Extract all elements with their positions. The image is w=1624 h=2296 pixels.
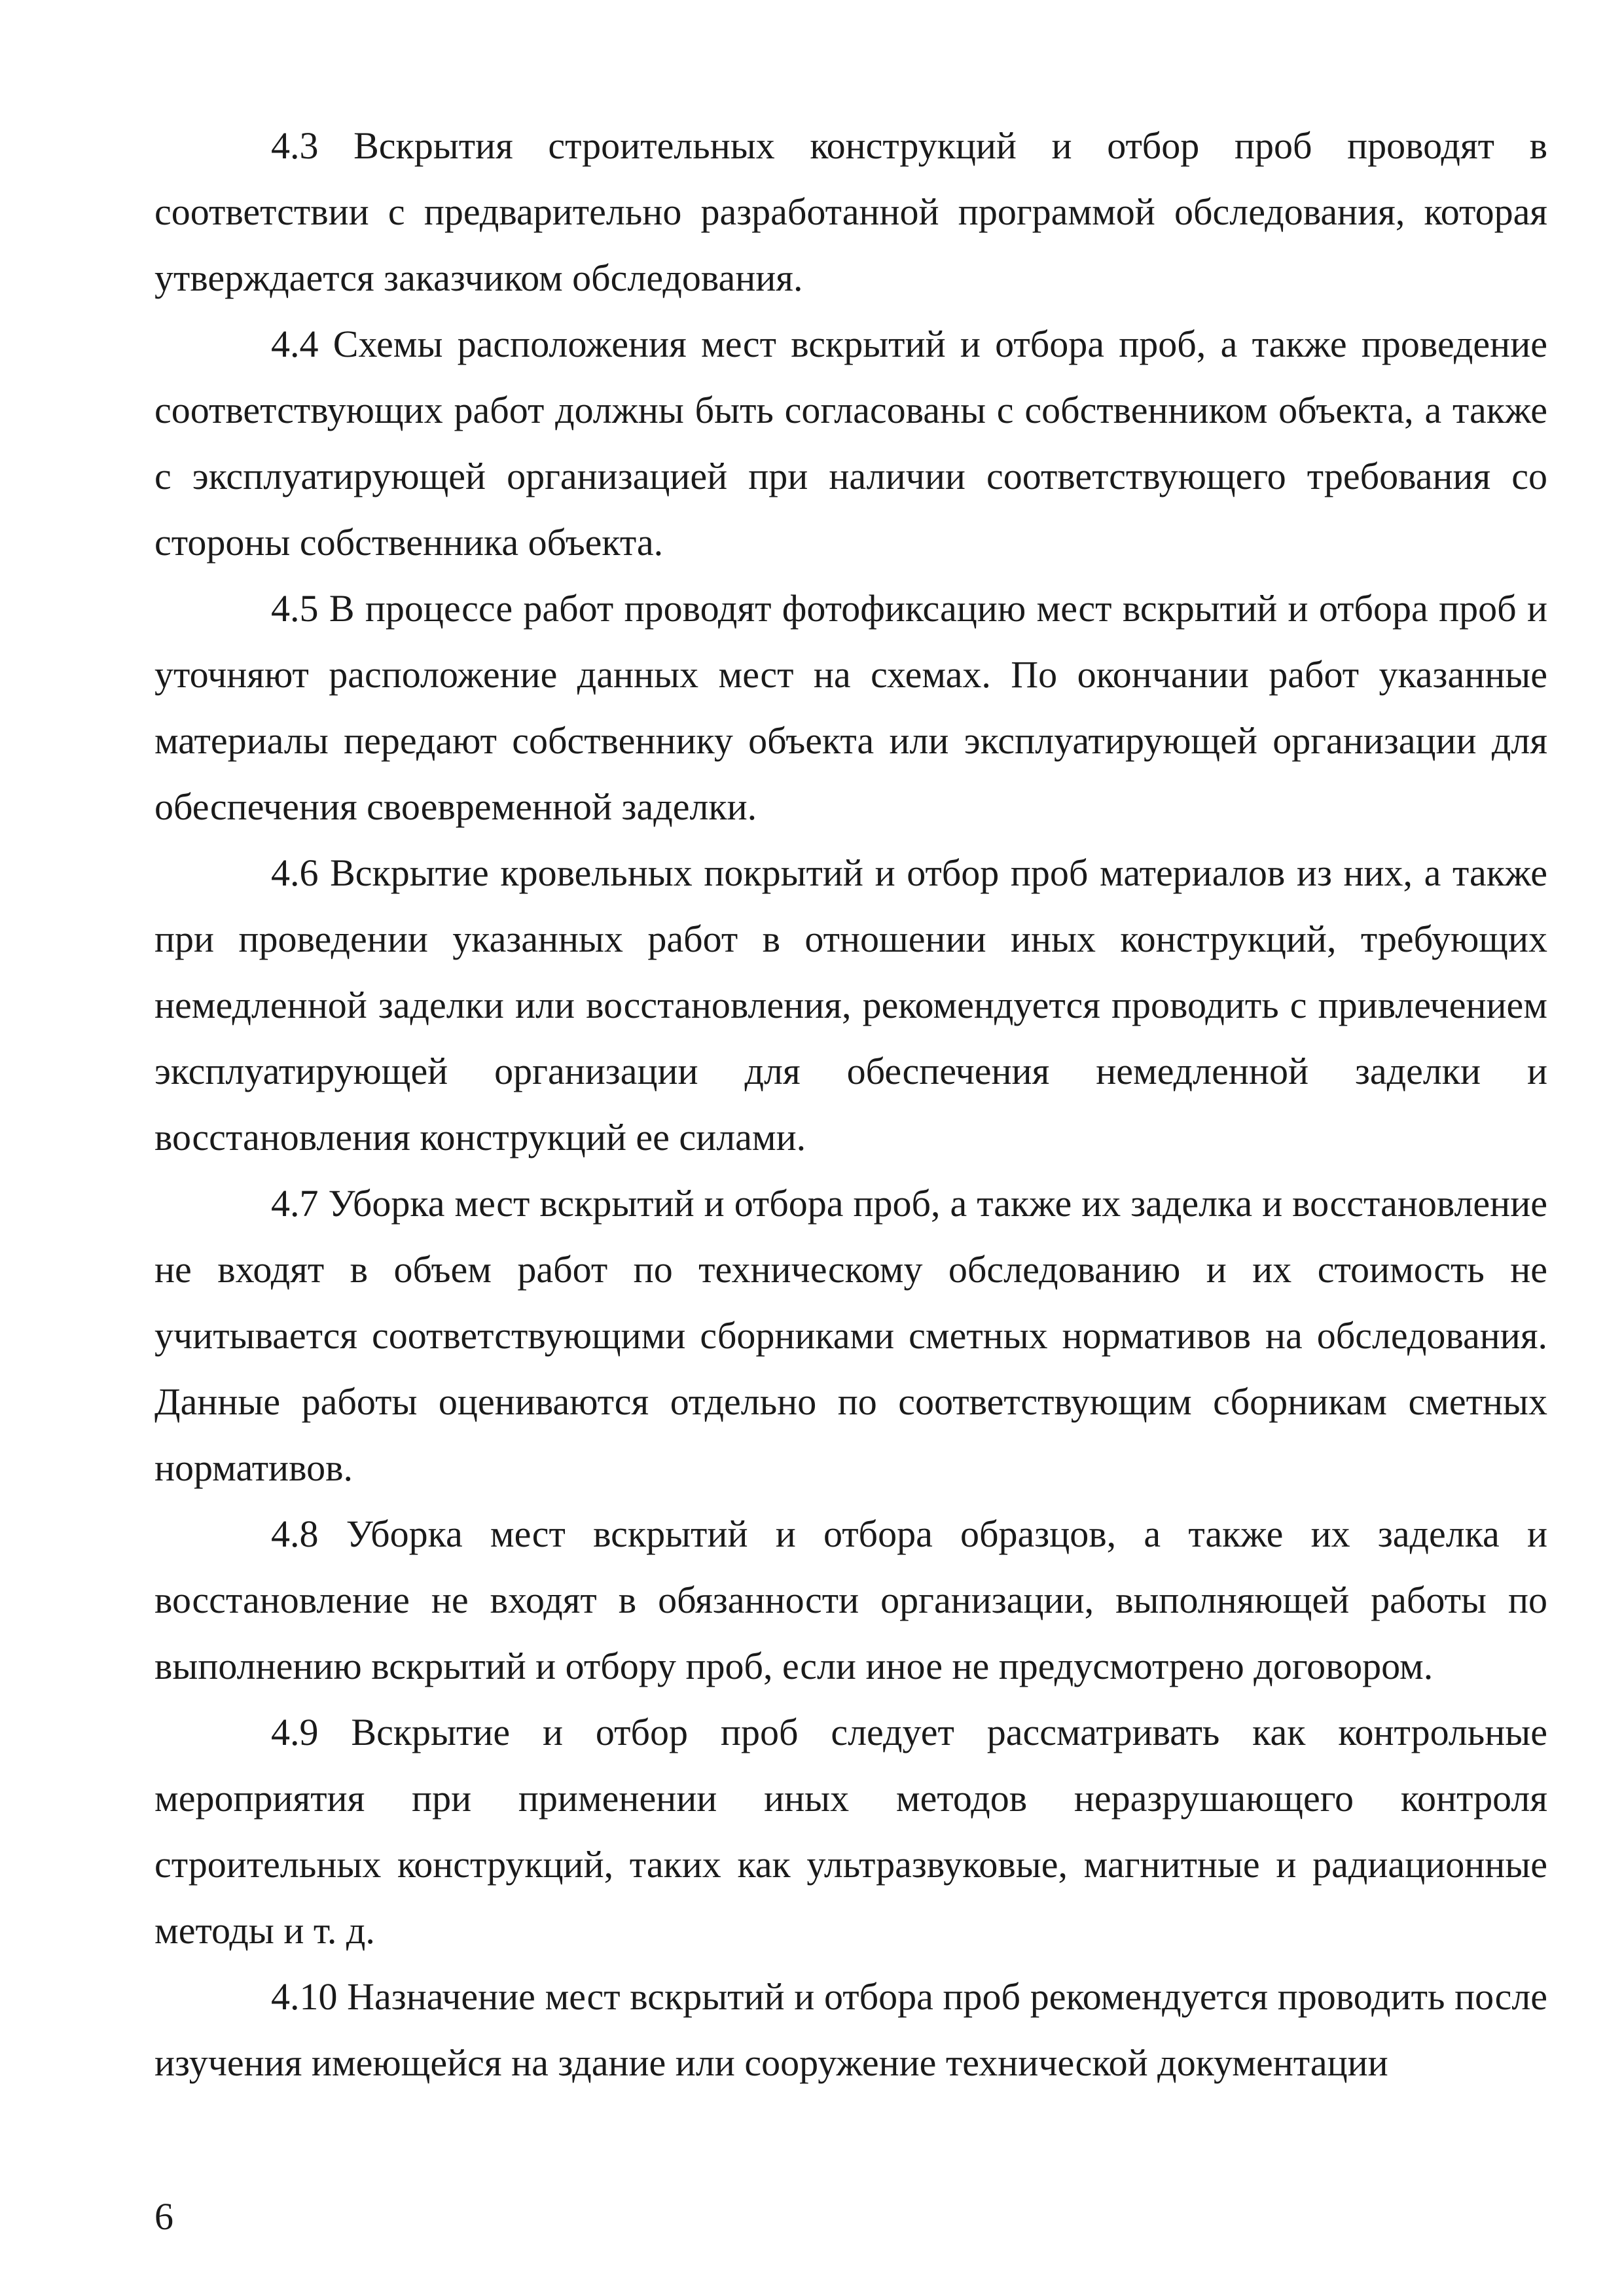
paragraph-4-4: 4.4 Схемы расположения мест вскрытий и отбора проб, а также проведение соответствующих работ должны быть согласованы с собственником объекта, а также с эксплуатирующей организацией при наличии соответствующего требования со стороны собственника объекта. <box>154 323 1547 564</box>
page-number: 6 <box>154 2195 173 2238</box>
paragraph-4-9: 4.9 Вскрытие и отбор проб следует рассматривать как контрольные мероприятия при применении иных методов неразрушающего контроля строительных конструкций, таких как ультразвуковые, магнитные и радиационные методы и т. д. <box>154 1711 1547 1952</box>
body-text <box>154 113 1547 2096</box>
paragraph-4-5: 4.5 В процессе работ проводят фотофиксацию мест вскрытий и отбора проб и уточняют расположение данных мест на схемах. По окончании работ указанные материалы передают собственнику объекта или эксплуатирующей организации для обеспечения своевременной заделки. <box>154 587 1547 828</box>
paragraph-4-8: 4.8 Уборка мест вскрытий и отбора образцов, а также их заделка и восстановление не входят в обязанности организации, выполняющей работы по выполнению вскрытий и отбору проб, если иное не предусмотрено договором. <box>154 1513 1547 1687</box>
paragraph-4-6: 4.6 Вскрытие кровельных покрытий и отбор проб материалов из них, а также при проведении указанных работ в отношении иных конструкций, требующих немедленной заделки или восстановления, рекомендуется проводить с привлечением эксплуатирующей организации для обеспечения немедленной заделки и восстановления конструкций ее силами. <box>154 852 1547 1158</box>
paragraph-4-10: 4.10 Назначение мест вскрытий и отбора проб рекомендуется проводить после изучения имеющейся на здание или сооружение технической документации <box>154 1975 1547 2084</box>
paragraph-4-7: 4.7 Уборка мест вскрытий и отбора проб, а также их заделка и восстановление не входят в объем работ по техническому обследованию и их стоимость не учитывается соответствующими сборниками сметных нормативов на обследования. Данные работы оцениваются отдельно по соответствующим сборникам сметных нормативов. <box>154 1182 1547 1489</box>
paragraph-4-3: 4.3 Вскрытия строительных конструкций и отбор проб проводят в соответствии с предварительно разработанной программой обследования, которая утверждается заказчиком обследования. <box>154 124 1547 299</box>
